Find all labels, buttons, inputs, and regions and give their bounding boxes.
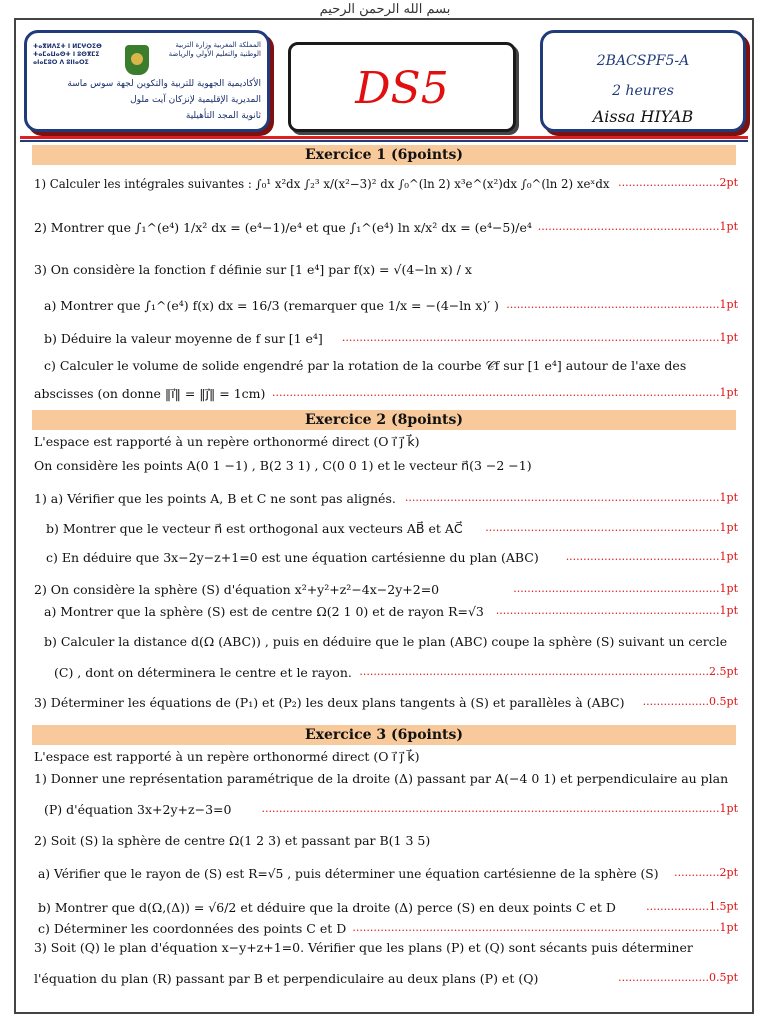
title-box [288,42,516,132]
ex2-intro: L'espace est rapporté à un repère orthonormé direct (O i⃗ j⃗ k⃗) [34,434,420,449]
class-info-box [540,30,746,132]
institution-header [24,30,270,132]
ex3-q3-cont: l'équation du plan (R) passant par B et perpendiculaire au deux plans (P) et (Q) ..........................0.5pt [34,971,738,986]
tifinagh-lines: ⵜⴰⴳⵍⴷⵉⵜ ⵏ ⵍⵎⵖⵔⵉⴱ ⵜⴰⵎⴰⵡⴰⵙⵜ ⵏ ⵓⵙⴳⵎⵉ ⴰⵏⴰⵎⵓⵔ ⴷ ⵓⵏⵏⴰⵔⵉ [33,43,102,66]
academy-text: الأكاديمية الجهوية للتربية والتكوين لجهة سوس ماسة [67,79,261,89]
ex3-q1: 1) Donner une représentation paramétrique de la droite (Δ) passant par A(−4 0 1) et perpendiculaire au plan [34,771,729,786]
ex3-q3-points: ..........................0.5pt [618,971,738,984]
ex2-q1c-points: ............................................1pt [565,550,738,563]
exercise-3-heading: Exercice 3 (6points) [32,725,736,745]
ex3-q2a-points: .............2pt [674,866,738,879]
ex3-q2b: b) Montrer que d(Ω,(Δ)) = √6/2 et déduire que la droite (Δ) perce (S) en deux points C et D ..................1.5pt [38,900,738,915]
ex2-q1a-points: ..........................................................................................1pt [404,491,738,504]
directorate-text: المديرية الإقليمية لإنزكان آيت ملول [130,95,261,105]
ex1-q2-points: ....................................................1pt [537,220,738,233]
ex3-q2c: c) Déterminer les coordonnées des points C et D .........................................................................................................1pt [38,921,738,936]
ex1-q3b-points: ............................................................................................................1pt [341,331,738,344]
header-divider-blue [20,140,748,142]
ex1-q3a-points: .............................................................1pt [506,298,738,311]
ex3-q2c-points: .........................................................................................................1pt [352,921,738,934]
duration-label: 2 heures [612,83,674,99]
ex3-q1-cont: (P) d'équation 3x+2y+z−3=0 ...................................................................................................................................1pt [44,802,738,817]
ex1-q3b: b) Déduire la valeur moyenne de f sur [1 e⁴] ............................................................................................................1pt [44,331,738,346]
ex2-q2: 2) On considère la sphère (S) d'équation x²+y²+z²−4x−2y+2=0 ...........................................................1pt [34,582,738,597]
page-title: DS5 [355,63,449,114]
ex2-q1b: b) Montrer que le vecteur n⃗ est orthogonal aux vecteurs AB⃗ et AC⃗ ...................................................................1pt [46,521,738,536]
ex1-q3c-points: ................................................................................................................................1pt [271,386,738,399]
ex3-intro: L'espace est rapporté à un repère orthonormé direct (O i⃗ j⃗ k⃗) [34,749,420,764]
exercise-2-heading: Exercice 2 (8points) [32,410,736,430]
exercise-1-heading: Exercice 1 (6points) [32,145,736,165]
school-text: ثانوية المجد التأهيلية [185,111,261,121]
ex2-q1b-points: ...................................................................1pt [485,521,738,534]
bismillah: بسم الله الرحمن الرحيم [319,2,451,17]
ex2-points: On considère les points A(0 1 −1) , B(2 3 1) , C(0 0 1) et le vecteur n⃗(3 −2 −1) [34,458,532,473]
ex1-q1: 1) Calculer les intégrales suivantes : ∫₀¹ x²dx ∫₂³ x/(x²−3)² dx ∫₀^(ln 2) x³e^(x²)dx ∫₀^(ln 2) xeˣdx .............................2pt [34,176,738,191]
ex1-q3a: a) Montrer que ∫₁^(e⁴) f(x) dx = 16/3 (remarquer que 1/x = −(4−ln x)′ ) .............................................................1pt [44,298,738,313]
ex1-q3c: c) Calculer le volume de solide engendré par la rotation de la courbe 𝒞f sur [1 e⁴] autour de l'axe des [44,358,687,373]
ex2-q2a-points: ................................................................1pt [495,604,738,617]
ex3-q2b-points: ..................1.5pt [646,900,738,913]
header-divider-red [20,136,748,139]
ex2-q2a: a) Montrer que la sphère (S) est de centre Ω(2 1 0) et de rayon R=√3 ................................................................1pt [44,604,738,619]
ex2-q2-points: ...........................................................1pt [513,582,738,595]
ex1-q3c-cont: abscisses (on donne ‖i⃗‖ = ‖j⃗‖ = 1cm) ................................................................................................................................1pt [34,386,738,401]
ex2-q2b-points: ....................................................................................................2.5pt [359,665,738,678]
ex1-q2: 2) Montrer que ∫₁^(e⁴) 1/x² dx = (e⁴−1)/e⁴ et que ∫₁^(e⁴) ln x/x² dx = (e⁴−5)/e⁴ ....................................................1pt [34,220,738,235]
ex3-q2a: a) Vérifier que le rayon de (S) est R=√5 , puis déterminer une équation cartésienne de la sphère (S) .............2pt [38,866,738,881]
ex1-q3: 3) On considère la fonction f définie sur [1 e⁴] par f(x) = √(4−ln x) / x [34,262,472,277]
ex3-q2: 2) Soit (S) la sphère de centre Ω(1 2 3) et passant par B(1 3 5) [34,833,431,848]
ex3-q3: 3) Soit (Q) le plan d'équation x−y+z+1=0. Vérifier que les plans (P) et (Q) sont sécants puis déterminer [34,940,693,955]
ex2-q3-points: ...................0.5pt [642,695,738,708]
page-border [14,18,754,1014]
ex3-q1-points: ...................................................................................................................................1pt [261,802,738,815]
ex2-q2b: b) Calculer la distance d(Ω (ABC)) , puis en déduire que le plan (ABC) coupe la sphère (S) suivant un cercle [44,634,728,649]
author-label: Aissa HIYAB [592,107,694,126]
class-label: 2BACSPF5-A [596,53,690,69]
ex2-q3: 3) Déterminer les équations de (P₁) et (P₂) les deux plans tangents à (S) et parallèles à (ABC) ...................0.5pt [34,695,738,710]
ex2-q2b-cont: (C) , dont on déterminera le centre et le rayon. ....................................................................................................2.5pt [54,665,738,680]
emblem-icon [125,45,149,75]
ex1-q1-points: .............................2pt [618,176,738,189]
ex2-q1a: 1) a) Vérifier que les points A, B et C ne sont pas alignés. ..........................................................................................1pt [34,491,738,506]
ministry-text: المملكة المغربية وزارة التربية الوطنية والتعليم الأولي والرياضة [168,41,261,58]
ex2-q1c: c) En déduire que 3x−2y−z+1=0 est une équation cartésienne du plan (ABC) ............................................1pt [46,550,738,565]
